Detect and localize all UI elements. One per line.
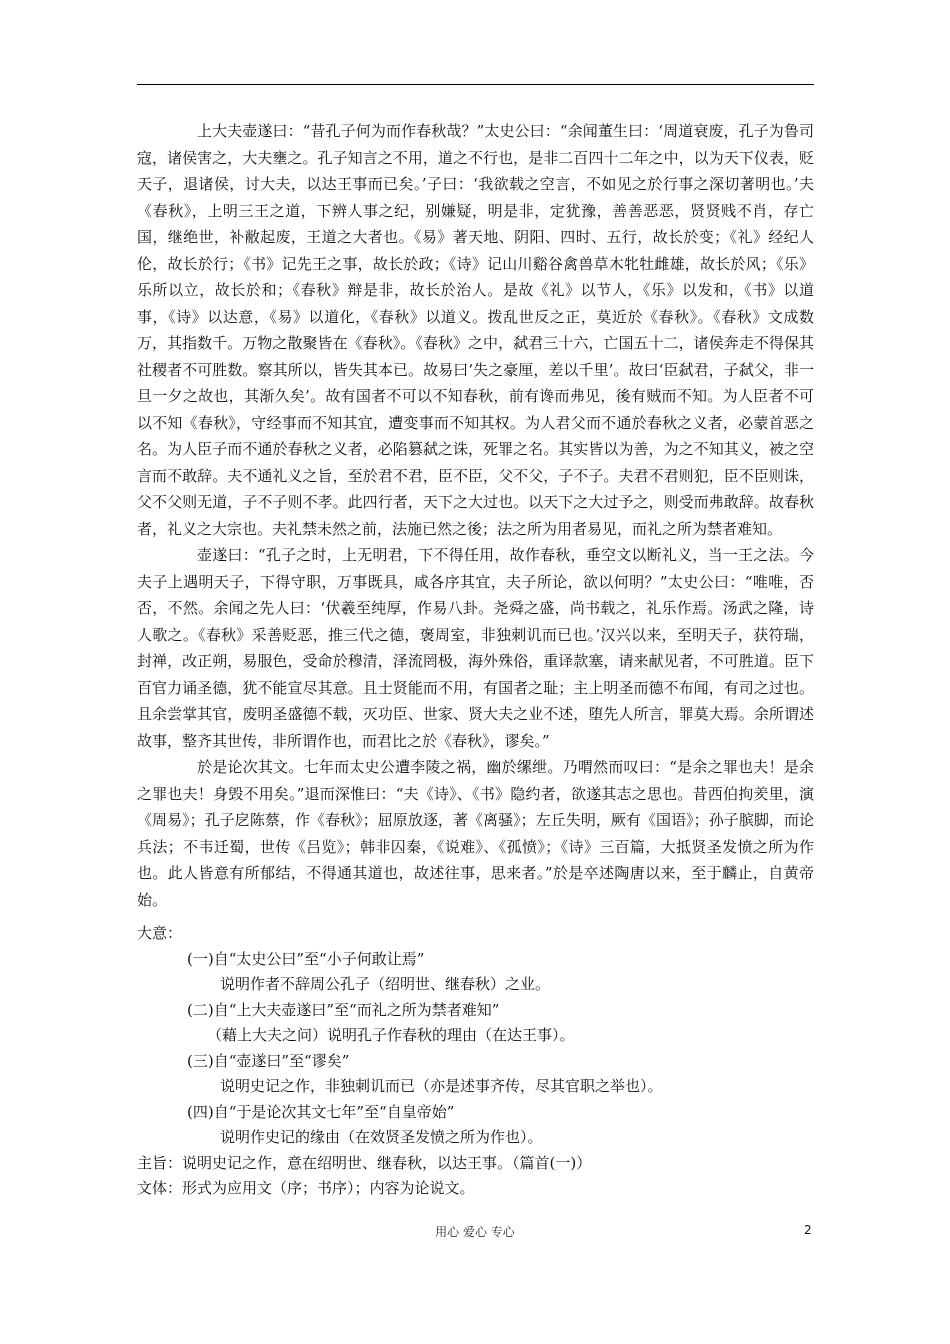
summary-section	[137, 921, 814, 1202]
main-text	[137, 118, 814, 913]
summary-item-3-desc: 说明史记之作，非独刺讥而已（亦是述事齐传，尽其官职之举也）。	[220, 1077, 663, 1095]
summary-item-4-desc: 说明作史记的缘由（在效贤圣发愤之所为作也）。	[220, 1128, 543, 1146]
summary-item-1-desc: 说明作者不辞周公孔子（绍明世、继春秋）之业。	[220, 975, 551, 993]
summary-item-4-title: (四)自“于是论次其文七年”至“自皇帝始”	[187, 1102, 455, 1121]
page-number: 2	[804, 1223, 812, 1237]
footer-motto: 用心 爱心 专心	[435, 1225, 515, 1239]
summary-item-1-title: (一)自“太史公曰”至“小子何敢让焉”	[187, 949, 425, 968]
summary-item-2-desc: （藉上大夫之问）说明孔子作春秋的理由（在达王事）。	[207, 1026, 575, 1044]
main-idea: 主旨：说明史记之作，意在绍明世、继春秋，以达王事。（篇首(一)）	[137, 1153, 592, 1172]
summary-item-3-title: (三)自“壶遂曰”至“谬矣”	[187, 1051, 350, 1070]
header-rule	[137, 84, 814, 85]
summary-item-2-title: (二)自“上大夫壶遂曰”至“而礼之所为禁者难知”	[187, 1000, 500, 1019]
summary-heading: 大意：	[137, 924, 183, 942]
paragraph-3: 於是论次其文。七年而太史公遭李陵之祸，幽於缧绁。乃喟然而叹曰：“是余之罪也夫！是余之罪也夫！身毁不用矣。”退而深惟曰：“夫《诗》、《书》隐约者，欲遂其志之思也。昔西伯拘羑里，演《周易》；孔子戹陈蔡，作《春秋》；屈原放逐，著《离骚》；左丘失明，厥有《国语》；孙子膑脚，而论兵法；不韦迁蜀，世传《吕览》；韩非囚秦，《说难》、《孤愤》；《诗》三百篇，大抵贤圣发愤之所为作也。此人皆意有所郁结，不得通其道也，故述往事，思来者。”於是卒述陶唐以来，至于麟止，自黄帝始。	[137, 758, 814, 909]
style-note: 文体：形式为应用文（序；书序）；内容为论说文。	[137, 1179, 475, 1197]
paragraph-2: 壶遂曰：“孔子之时，上无明君，下不得任用，故作春秋，垂空文以断礼义，当一王之法。今夫子上遇明天子，下得守职，万事既具，咸各序其宜，夫子所论，欲以何明？”太史公曰：“唯唯，否否，不然。余闻之先人曰：‘伏羲至纯厚，作易八卦。尧舜之盛，尚书载之，礼乐作焉。汤武之隆，诗人歌之。《春秋》采善贬恶，推三代之德，褒周室，非独刺讥而已也。’汉兴以来，至明天子，获符瑞，封禅，改正朔，易服色，受命於穆清，泽流罔极，海外殊俗，重译款塞，请来献见者，不可胜道。臣下百官力诵圣德，犹不能宣尽其意。且士贤能而不用，有国者之耻；主上明圣而德不布闻，有司之过也。且余尝掌其官，废明圣盛德不载，灭功臣、世家、贤大夫之业不述，堕先人所言，罪莫大焉。余所谓述故事，整齐其世传，非所谓作也，而君比之於《春秋》，谬矣。”	[137, 546, 814, 750]
paragraph-1: 上大夫壶遂曰：“昔孔子何为而作春秋哉？”太史公曰：“余闻董生曰：‘周道衰废，孔子为鲁司寇，诸侯害之，大夫壅之。孔子知言之不用，道之不行也，是非二百四十二年之中，以为天下仪表，贬天子，退诸侯，讨大夫，以达王事而已矣。’子曰：‘我欲载之空言，不如见之於行事之深切著明也。’夫《春秋》，上明三王之道，下辨人事之纪，别嫌疑，明是非，定犹豫，善善恶恶，贤贤贱不肖，存亡国，继绝世，补敝起废，王道之大者也。《易》著天地、阴阳、四时、五行，故长於变；《礼》经纪人伦，故长於行；《书》记先王之事，故长於政；《诗》记山川谿谷禽兽草木牝牡雌雄，故长於风；《乐》乐所以立，故长於和；《春秋》辩是非，故长於治人。是故《礼》以节人，《乐》以发和，《书》以道事，《诗》以达意，《易》以道化，《春秋》以道义。拨乱世反之正，莫近於《春秋》。《春秋》文成数万，其指数千。万物之散聚皆在《春秋》。《春秋》之中，弑君三十六，亡国五十二，诸侯奔走不得保其社稷者不可胜数。察其所以，皆失其本已。故易曰‘失之豪厘，差以千里’。故曰‘臣弑君，子弑父，非一旦一夕之故也，其渐久矣’。故有国者不可以不知春秋，前有谗而弗见，後有贼而不知。为人臣者不可以不知《春秋》，守经事而不知其宜，遭变事而不知其权。为人君父而不通於春秋之义者，必蒙首恶之名。为人臣子而不通於春秋之义者，必陷篡弑之诛，死罪之名。其实皆以为善，为之不知其义，被之空言而不敢辞。夫不通礼义之旨，至於君不君，臣不臣，父不父，子不子。夫君不君则犯，臣不臣则诛，父不父则无道，子不子则不孝。此四行者，天下之大过也。以天下之大过予之，则受而弗敢辞。故春秋者，礼义之大宗也。夫礼禁未然之前，法施已然之後；法之所为用者易见，而礼之所为禁者难知。	[137, 122, 814, 538]
